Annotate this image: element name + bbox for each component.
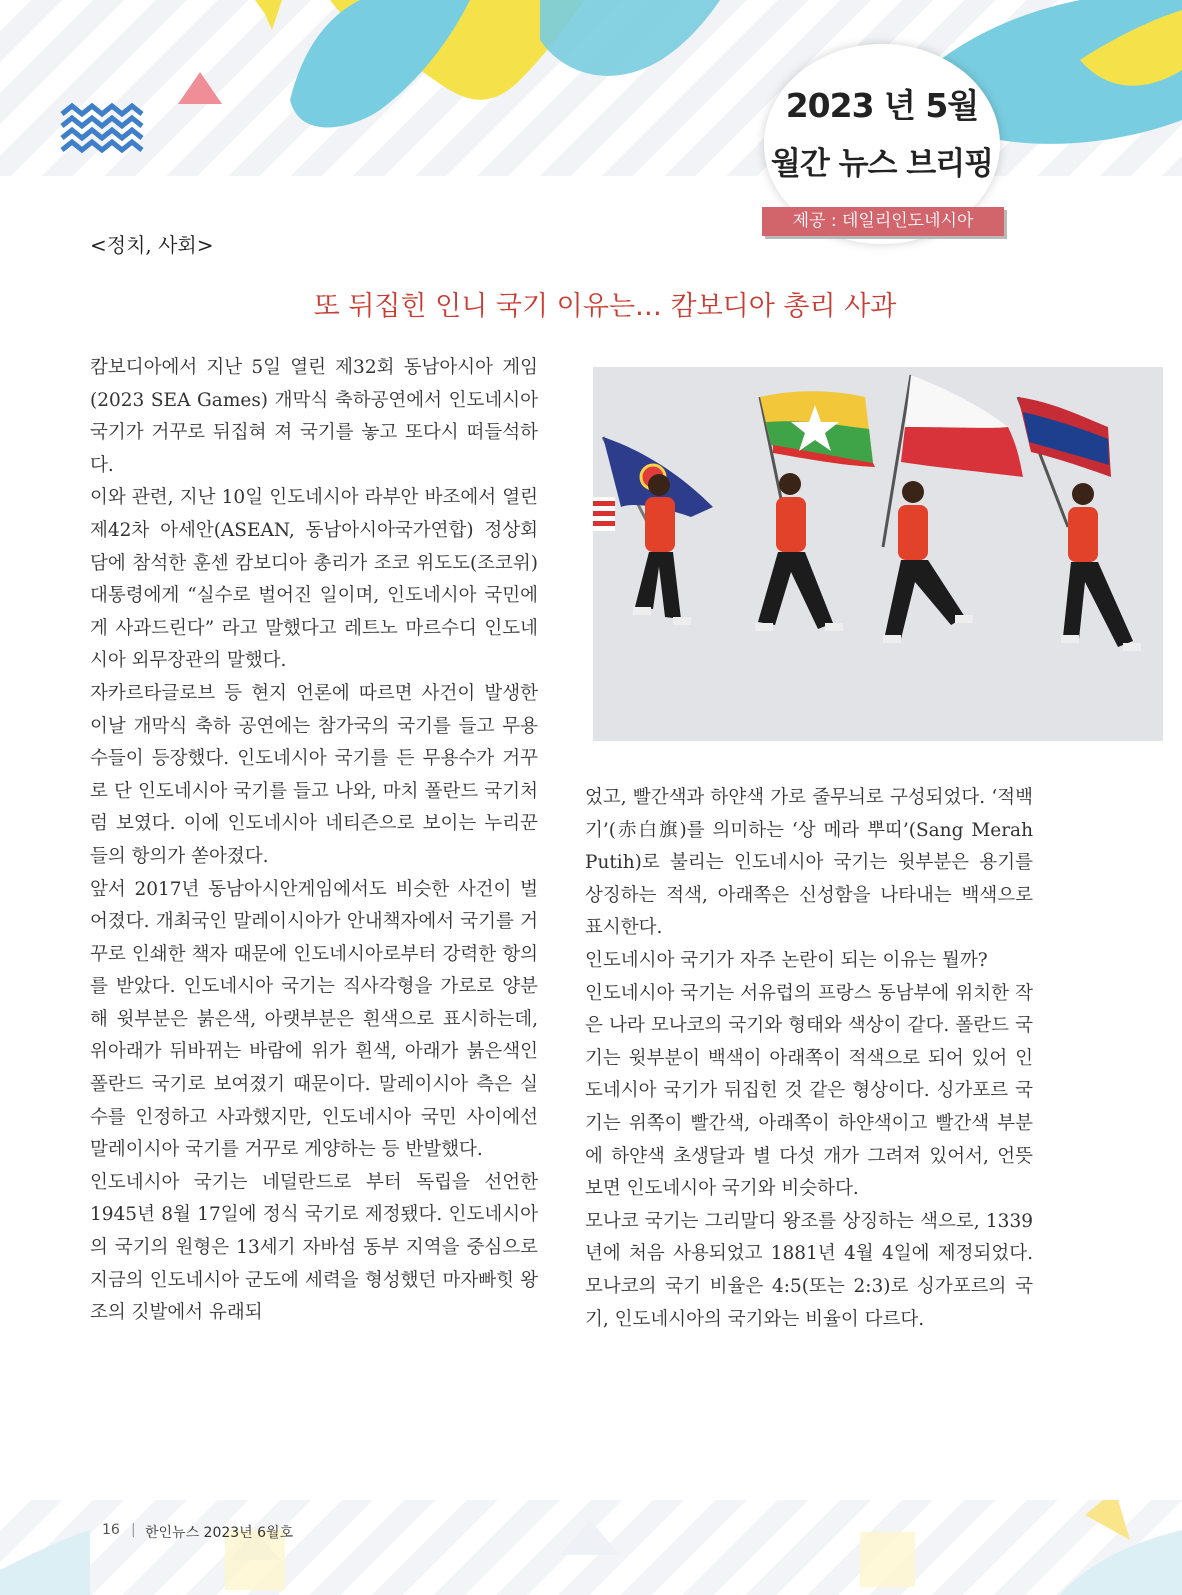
page-number: 16 (102, 1522, 120, 1538)
blue-wave-pattern (62, 106, 142, 150)
publication-name: 한인뉴스 2023년 6월호 (145, 1525, 294, 1541)
flag-dancers-image (593, 367, 1163, 741)
pink-triangle (178, 72, 222, 104)
yellow-dot-block (860, 1532, 915, 1587)
paragraph: 인도네시아 국기는 서유럽의 프랑스 동남부에 위치한 작은 나라 모나코의 국기와 형태와 색상이 같다. 폴란드 국기는 윗부분이 백색이 아래쪽이 적색으로 되어 있어 인도네시아 국기가 뒤집힌 것 같은 형상이다. 싱가포르 국기는 위쪽이 빨간색, 아래쪽이 하얀색이고 빨간색 부분에 하얀색 초생달과 별 다섯 개가 그려져 있어서, 언뜻 보면 인도네시아 국기와 비슷하다. (585, 982, 1033, 1200)
paragraph: 자카르타글로브 등 현지 언론에 따르면 사건이 발생한 이날 개막식 축하 공연에는 참가국의 국기를 들고 무용수들이 등장했다. 인도네시아 국기를 든 무용수가 거꾸로 단 인도네시아 국기를 들고 나와, 마치 폴란드 국기처럼 보였다. 이에 인도네시아 네티즌으로 보이는 누리꾼들의 항의가 쏟아졌다. (90, 682, 538, 867)
section-label: <정치, 사회> (90, 233, 214, 257)
paragraph: 인도네시아 국기는 네덜란드로 부터 독립을 선언한 1945년 8월 17일에 정식 국기로 제정됐다. 인도네시아의 국기의 원형은 13세기 자바섬 동부 지역을 중심으로 지금의 인도네시아 군도에 세력을 형성했던 마자빠힛 왕조의 깃발에서 유래되 (90, 1171, 538, 1324)
paragraph: 인도네시아 국기가 자주 논란이 되는 이유는 뭘까? (585, 949, 988, 971)
cyan-brush-stroke-2 (540, 0, 720, 76)
paragraph: 앞서 2017년 동남아시안게임에서도 비슷한 사건이 벌어졌다. 개최국인 말레이시아가 안내책자에서 국기를 거꾸로 인쇄한 책자 때문에 인도네시아로부터 강력한 항의를 받았다. 인도네시아 국기는 직사각형을 가로로 양분해 윗부분은 붉은색, 아랫부분은 흰색으로 표시하는데, 위아래가 뒤바뀌는 바람에 위가 흰색, 아래가 붉은색인 폴란드 국기로 보여졌기 때문이다. 말레이시아 측은 실수를 인정하고 사과했지만, 인도네시아 국민 사이에선 말레이시아 국기를 거꾸로 게양하는 등 반발했다. (90, 878, 538, 1161)
footer-banner (0, 1500, 1182, 1595)
yellow-triangle (1085, 1500, 1130, 1540)
footer-triangle (560, 1520, 620, 1555)
paragraph: 캄보디아에서 지난 5일 열린 제32회 동남아시아 게임(2023 SEA Games) 개막식 축하공연에서 인도네시아 국기가 거꾸로 뒤집혀 져 국기를 놓고 또다시 떠들석하다. (90, 357, 538, 476)
article-column-right (585, 782, 1033, 1336)
badge-date: 2023 년 5월 (785, 86, 979, 125)
light-cyan-shape (0, 1530, 90, 1595)
header-banner (0, 0, 1182, 176)
yellow-brush-stroke (255, 0, 282, 30)
header-decoration (0, 0, 1182, 176)
footer-decoration (0, 1500, 1182, 1595)
article-headline: 또 뒤집힌 인니 국기 이유는… 캄보디아 총리 사과 (313, 291, 897, 322)
paragraph: 었고, 빨간색과 하얀색 가로 줄무늬로 구성되었다. ‘적백기’(赤白旗)를 의미하는 ‘상 메라 뿌띠’(Sang Merah Putih)로 불리는 인도네시아 국기는 윗부분은 용기를 상징하는 적색, 아래쪽은 신성함을 나타내는 백색으로 표시한다. (585, 787, 1033, 939)
article-column-left (90, 352, 538, 1330)
paragraph: 모나코 국기는 그리말디 왕조를 상징하는 색으로, 1339년에 처음 사용되었고 1881년 4월 4일에 제정되었다. 모나코의 국기 비율은 4:5(또는 2:3)로 싱가포르의 국기, 인도네시아의 국기와는 비율이 다르다. (585, 1210, 1033, 1330)
light-cyan-shape (1060, 1530, 1182, 1595)
article-photo (593, 367, 1163, 741)
source-tag: 제공 : 데일리인도네시아 (762, 207, 1004, 236)
footer-separator: | (131, 1522, 136, 1538)
badge-title: 월간 뉴스 브리핑 (770, 146, 994, 182)
paragraph: 이와 관련, 지난 10일 인도네시아 라부안 바조에서 열린 제42차 아세안(ASEAN, 동남아시아국가연합) 정상회담에 참석한 훈센 캄보디아 총리가 조코 위도도(조코위) 대통령에게 “실수로 벌어진 일이며, 인도네시아 국민에게 사과드린다” 라고 말했다고 레트노 마르수디 인도네시아 외무장관의 말했다. (90, 487, 538, 672)
